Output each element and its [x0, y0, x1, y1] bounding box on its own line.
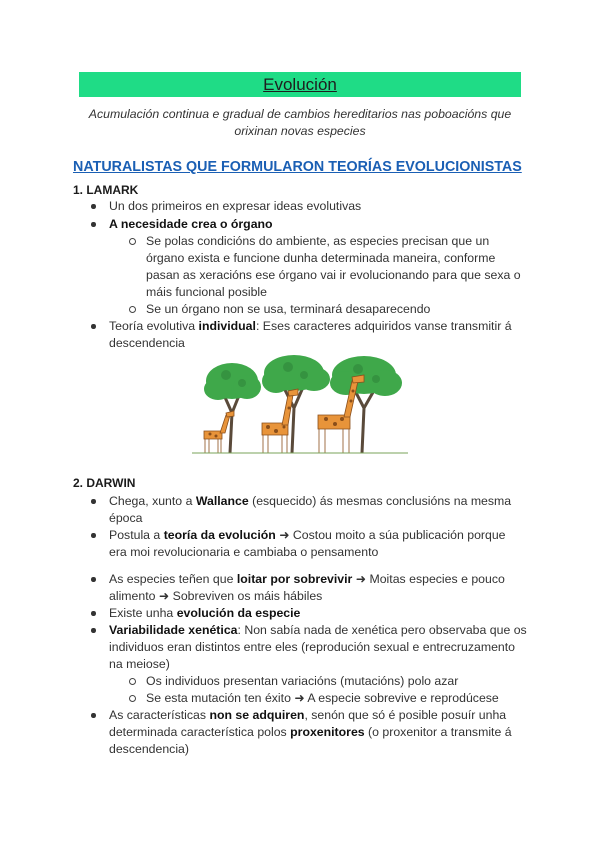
- darwin-bullet-2-line-2: era moi revolucionaria e cambiaba o pensamento: [109, 545, 379, 559]
- text-span: Postula a: [109, 528, 164, 542]
- bold-span: evolución da especie: [176, 606, 301, 620]
- bullet-dot: [91, 577, 96, 582]
- text-span: (o proxenitor a transmite á: [364, 725, 512, 739]
- darwin-bullet-5-line-2: individuos eran distintos entre eles (reprodución sexual e entrecruzamento: [109, 640, 516, 654]
- sub-bullet-circle: [129, 238, 136, 245]
- lamark-sub-1-line-2: órgano exista e funcione dunha determinada maneira, conforme: [146, 251, 496, 265]
- bullet-dot: [91, 499, 96, 504]
- darwin-sub-1: Os individuos presentan variacións (mutacións) polo azar: [146, 674, 459, 688]
- bullet-dot: [91, 628, 96, 633]
- bold-span: teoría da evolución: [163, 528, 276, 542]
- lamark-heading: 1. LAMARK: [73, 183, 139, 197]
- text-span: Chega, xunto a: [109, 494, 196, 508]
- darwin-bullet-6-line-2: [109, 724, 512, 741]
- lamark-bullet-3: [109, 318, 512, 335]
- lamark-bullet-2: [109, 216, 273, 233]
- bold-span: non se adquiren: [209, 708, 305, 722]
- darwin-bullet-3: [109, 571, 505, 588]
- title-banner: [79, 72, 521, 97]
- darwin-bullet-4: [109, 605, 300, 622]
- lamark-bullet-1: Un dos primeiros en expresar ideas evolutivas: [109, 199, 362, 213]
- darwin-bullet-3-line-2: alimento ➜ Sobreviven os máis hábiles: [109, 589, 323, 603]
- giraffes-and-trees-icon: [192, 353, 408, 458]
- darwin-bullet-1: [109, 493, 511, 510]
- text-span: ➜ Costou moito a súa publicación porque: [275, 528, 506, 542]
- bold-span: individual: [198, 319, 256, 333]
- section-heading: NATURALISTAS QUE FORMULARON TEORÍAS EVOLUCIONISTAS: [73, 159, 522, 175]
- darwin-bullet-5: [109, 622, 527, 639]
- bold-span: proxenitores: [290, 725, 365, 739]
- lamark-sub-1-line-3: pasan as xeracións ese órgano vai ir evolucionando para que sexa o: [146, 268, 521, 282]
- darwin-bullet-6: [109, 707, 506, 724]
- text-span: : Non sabía nada de xenética pero observaba que os: [237, 623, 527, 637]
- darwin-bullet-6-line-3: descendencia): [109, 742, 189, 756]
- text-span: Teoría evolutiva: [109, 319, 199, 333]
- text-span: Existe unha: [109, 606, 177, 620]
- sub-bullet-circle: [129, 306, 136, 313]
- text-span: (esquecido) ás mesmas conclusións na mesma: [248, 494, 512, 508]
- sub-bullet-circle: [129, 678, 136, 685]
- darwin-heading: 2. DARWIN: [73, 476, 136, 490]
- darwin-bullet-1-line-2: época: [109, 511, 143, 525]
- lamark-bullet-3-line-2: descendencia: [109, 336, 185, 350]
- sub-bullet-circle: [129, 695, 136, 702]
- text-span: : Eses caracteres adquiridos vanse transmitir á: [255, 319, 512, 333]
- subtitle-line-2: orixinan novas especies: [234, 124, 366, 138]
- giraffes-and-trees-illustration: [192, 353, 408, 458]
- text-span: As características: [109, 708, 210, 722]
- lamark-sub-2: Se un órgano non se usa, terminará desaparecendo: [146, 302, 431, 316]
- text-span: determinada característica polos: [109, 725, 291, 739]
- darwin-bullet-5-line-3: na meiose): [109, 657, 170, 671]
- bullet-dot: [91, 222, 96, 227]
- bullet-dot: [91, 611, 96, 616]
- bullet-dot: [91, 204, 96, 209]
- lamark-sub-1-line-4: máis funcional posible: [146, 285, 267, 299]
- darwin-sub-2: Se esta mutación ten éxito ➜ A especie sobrevive e reprodúcese: [146, 691, 499, 705]
- bullet-dot: [91, 533, 96, 538]
- darwin-bullet-2: [109, 527, 506, 544]
- bold-span: loitar por sobrevivir: [236, 572, 353, 586]
- subtitle: [70, 106, 530, 140]
- subtitle-line-1: Acumulación continua e gradual de cambios hereditarios nas poboacións que: [88, 107, 512, 121]
- text-span: As especies teñen que: [109, 572, 237, 586]
- text-span: ➜ Moitas especies e pouco: [352, 572, 505, 586]
- lamark-bullet-2-bold: A necesidade crea o órgano: [109, 217, 273, 231]
- bold-span: Wallance: [195, 494, 249, 508]
- text-span: , senón que só é posible posuír unha: [304, 708, 507, 722]
- lamark-sub-1-line-1: Se polas condicións do ambiente, as especies precisan que un: [146, 234, 490, 248]
- bullet-dot: [91, 713, 96, 718]
- bold-span: Variabilidade xenética: [109, 623, 238, 637]
- page-title: Evolución: [263, 75, 337, 94]
- bullet-dot: [91, 324, 96, 329]
